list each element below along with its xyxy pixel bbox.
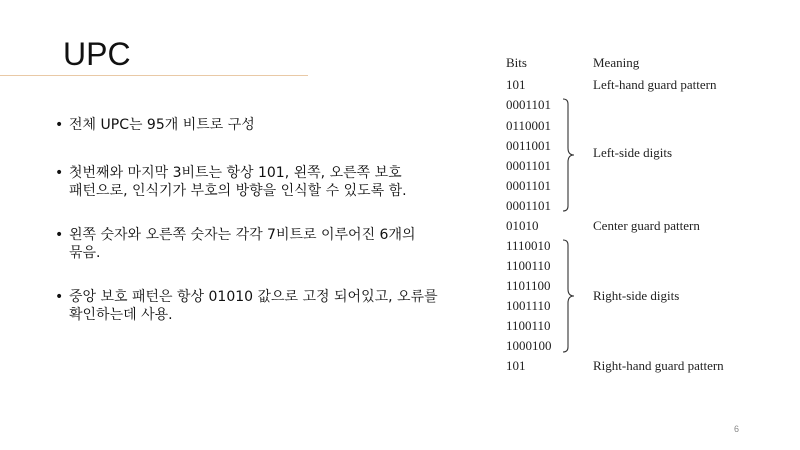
upc-bit-table [506,52,796,382]
bullet-item [55,288,485,324]
bits-cell: 1000100 [506,338,552,353]
bullet-text: 전체 UPC는 95개 비트로 구성 [69,117,255,133]
bullet-item [55,164,485,200]
meaning-center-guard: Center guard pattern [593,218,700,233]
bullet-text-line-1: 중앙 보호 패턴은 항상 01010 값으로 고정 되어있고, 오류를 [69,289,438,305]
bullet-item [55,116,485,134]
bullet-text-line-2: 패턴으로, 인식기가 부호의 방향을 인식할 수 있도록 함. [69,183,407,199]
slide-title: UPC [63,36,131,72]
bits-cell: 101 [506,358,526,373]
bits-cell: 101 [506,77,526,92]
bits-cell: 1101100 [506,278,551,293]
header-bits: Bits [506,55,527,70]
bits-cell: 1100110 [506,318,551,333]
page-number: 6 [733,424,739,434]
bits-cell: 0110001 [506,118,552,133]
bullet-text-line-1: 왼쪽 숫자와 오른쪽 숫자는 각각 7비트로 이루어진 6개의 [69,227,416,243]
bullet-item [55,226,485,262]
bits-cell: 1001110 [506,298,551,313]
bits-cell: 0001101 [506,158,552,173]
bits-cell: 1100110 [506,258,551,273]
meaning-right-digits: Right-side digits [593,288,680,303]
bits-cell: 0001101 [506,97,552,112]
bullet-text-line-2: 묶음. [69,245,101,261]
bullet-list [55,116,485,324]
bullet-text-line-2: 확인하는데 사용. [69,307,173,323]
bullet-text-line-1: 첫번째와 마지막 3비트는 항상 101, 왼쪽, 오른쪽 보호 [69,165,402,181]
bits-cell: 01010 [506,218,539,233]
left-digits-brace-icon [561,98,577,212]
bits-cell: 0011001 [506,138,552,153]
header-meaning: Meaning [593,55,640,70]
bits-cell: 0001101 [506,178,552,193]
meaning-left-guard: Left-hand guard pattern [593,77,717,92]
bits-cell: 1110010 [506,238,551,253]
meaning-left-digits: Left-side digits [593,145,673,160]
bits-cell: 0001101 [506,198,552,213]
meaning-right-guard: Right-hand guard pattern [593,358,724,373]
right-digits-brace-icon [561,239,577,353]
title-underline [0,75,308,76]
